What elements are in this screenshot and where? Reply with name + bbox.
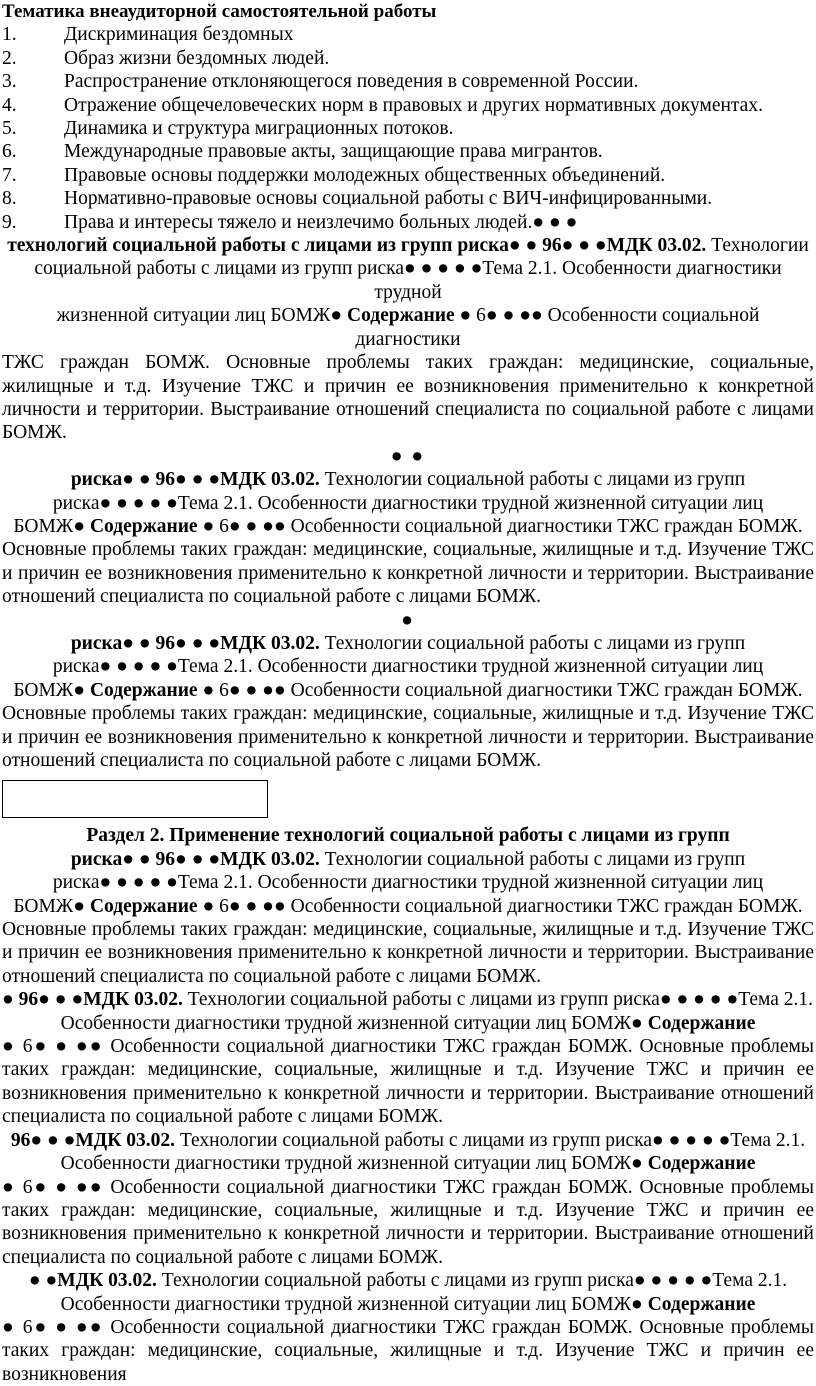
content-label: Содержание	[89, 515, 198, 537]
block-heading-bold: ● 96● ● ●МДК 03.02.	[2, 989, 183, 1011]
block-line-text: ● 6● ● ●● Особенности социальной диагностики	[355, 305, 760, 350]
block-heading-bold: 96● ● ●МДК 03.02.	[10, 1129, 175, 1151]
block-heading-text: Технологии социальной работы с лицами из групп риска● ● ● ● ●Тема 2.1.	[182, 989, 814, 1011]
list-item	[2, 94, 814, 117]
content-label: Содержание	[346, 305, 455, 327]
list-item	[2, 23, 814, 46]
block-line	[2, 679, 814, 702]
block-heading-bold: риска● ● 96● ● ●МДК 03.02.	[70, 469, 320, 491]
list-item	[2, 70, 814, 93]
list-item-number: 6.	[2, 141, 17, 163]
block-paragraph: ● 6● ● ●● Особенности социальной диагностики ТЖС граждан БОМЖ. Основные проблемы таких граждан: медицинские, социальные, жилищные и т.д. Изучение ТЖС и причин ее возникновения	[2, 1316, 814, 1385]
list-item	[2, 140, 814, 163]
list-item-text: Динамика и структура миграционных потоков.	[64, 118, 454, 140]
block-heading-line	[2, 234, 814, 257]
page-title: Тематика внеаудиторной самостоятельной работы	[2, 1, 437, 22]
block-line-text: ● 6● ● ●● Особенности социальной диагностики ТЖС граждан БОМЖ.	[197, 679, 803, 701]
content-label: Содержание	[647, 1293, 756, 1315]
block-heading-text: Технологии	[706, 235, 809, 257]
block-heading-line	[2, 988, 814, 1011]
content-label: Содержание	[89, 895, 198, 917]
list-item	[2, 211, 814, 234]
list-item-number: 7.	[2, 164, 17, 186]
bullet-separator: ●	[401, 609, 415, 631]
list-item-number: 3.	[2, 71, 17, 93]
block-heading-text: Технологии социальной работы с лицами из групп	[319, 469, 746, 491]
block-line	[2, 895, 814, 918]
list-item-text: Права и интересы тяжело и неизлечимо больных людей.● ● ●	[64, 211, 578, 233]
block-line	[2, 1012, 814, 1035]
block-heading-bold: риска● ● 96● ● ●МДК 03.02.	[70, 632, 320, 654]
content-block	[2, 468, 814, 608]
block-line-text: Особенности диагностики трудной жизненной ситуации лиц БОМЖ●	[60, 1153, 648, 1175]
block-paragraph: ● 6● ● ●● Особенности социальной диагностики ТЖС граждан БОМЖ. Основные проблемы таких граждан: медицинские, социальные, жилищные и т.д. Изучение ТЖС и причин ее возникновения применительно к конкретной личности и территории. Выстраивание отношений специалиста по социальной работе с лицами БОМЖ.	[2, 1176, 814, 1268]
content-block	[2, 848, 814, 988]
block-paragraph: ТЖС граждан БОМЖ. Основные проблемы таких граждан: медицинские, социальные, жилищные и т.д. Изучение ТЖС и причин ее возникновения применительно к конкретной личности и территории. Выстраивание отношений специалиста по социальной работе с лицами БОМЖ.	[2, 352, 814, 444]
block-line-text: БОМЖ●	[13, 515, 90, 537]
block-heading-line	[2, 1129, 814, 1152]
block-line: риска● ● ● ● ●Тема 2.1. Особенности диагностики трудной жизненной ситуации лиц	[52, 656, 764, 678]
content-label: Содержание	[89, 679, 198, 701]
content-block	[2, 234, 814, 445]
block-line-text: Особенности диагностики трудной жизненной ситуации лиц БОМЖ●	[60, 1293, 648, 1315]
block-line-text: ● 6● ● ●● Особенности социальной диагностики ТЖС граждан БОМЖ.	[197, 515, 803, 537]
section-title	[2, 824, 814, 847]
block-paragraph: Основные проблемы таких граждан: медицинские, социальные, жилищные и т.д. Изучение ТЖС и причин ее возникновения применительно к конкретной личности и территории. Выстраивание отношений специалиста по социальной работе с лицами БОМЖ.	[2, 919, 814, 987]
block-line-text: БОМЖ●	[13, 895, 90, 917]
block-heading-line	[2, 632, 814, 655]
block-line	[2, 1293, 814, 1316]
block-paragraph: ● 6● ● ●● Особенности социальной диагностики ТЖС граждан БОМЖ. Основные проблемы таких граждан: медицинские, социальные, жилищные и т.д. Изучение ТЖС и причин ее возникновения применительно к конкретной личности и территории. Выстраивание отношений специалиста по социальной работе с лицами БОМЖ.	[2, 1036, 814, 1128]
block-line: риска● ● ● ● ●Тема 2.1. Особенности диагностики трудной жизненной ситуации лиц	[52, 492, 764, 514]
block-line	[2, 515, 814, 538]
list-item	[2, 187, 814, 210]
block-heading-text: Технологии социальной работы с лицами из групп	[319, 632, 746, 654]
list-item-text: Нормативно-правовые основы социальной работы с ВИЧ-инфицированными.	[64, 188, 713, 210]
list-item-number: 1.	[2, 24, 17, 46]
block-heading-bold: ● ●МДК 03.02.	[28, 1270, 157, 1292]
block-line-text: ● 6● ● ●● Особенности социальной диагностики ТЖС граждан БОМЖ.	[197, 895, 803, 917]
section-title-text: Раздел 2. Применение технологий социальной работы с лицами из групп	[86, 825, 730, 847]
content-block	[2, 1269, 814, 1386]
list-item-number: 2.	[2, 47, 17, 69]
list-item	[2, 47, 814, 70]
block-line-text: БОМЖ●	[13, 679, 90, 701]
list-item-text: Образ жизни бездомных людей.	[64, 47, 330, 69]
block-line: риска● ● ● ● ●Тема 2.1. Особенности диагностики трудной жизненной ситуации лиц	[52, 872, 764, 894]
block-paragraph: Основные проблемы таких граждан: медицинские, социальные, жилищные и т.д. Изучение ТЖС и причин ее возникновения применительно к конкретной личности и территории. Выстраивание отношений специалиста по социальной работе с лицами БОМЖ.	[2, 703, 814, 771]
list-item-text: Дискриминация бездомных	[64, 24, 294, 46]
block-line-text: жизненной ситуации лиц БОМЖ●	[56, 305, 347, 327]
list-item-text: Международные правовые акты, защищающие права мигрантов.	[64, 141, 603, 163]
list-item-number: 4.	[2, 94, 17, 116]
content-label: Содержание	[647, 1012, 756, 1034]
content-block	[2, 1129, 814, 1269]
topic-list	[2, 23, 814, 234]
content-block	[2, 988, 814, 1128]
content-block	[2, 632, 814, 772]
content-label: Содержание	[647, 1153, 756, 1175]
list-item-text: Распространение отклоняющегося поведения в современной России.	[64, 71, 639, 93]
list-item-number: 5.	[2, 118, 17, 140]
block-heading-bold: технологий социальной работы с лицами из групп риска● ● 96● ● ●МДК 03.02.	[7, 235, 707, 257]
block-line: социальной работы с лицами из групп риска● ● ● ● ●Тема 2.1. Особенности диагностики трудной	[34, 258, 782, 303]
list-item-text: Отражение общечеловеческих норм в правовых и других нормативных документах.	[64, 94, 763, 116]
block-heading-text: Технологии социальной работы с лицами из групп риска● ● ● ● ●Тема 2.1.	[156, 1270, 788, 1292]
block-heading-bold: риска● ● 96● ● ●МДК 03.02.	[70, 848, 320, 870]
empty-frame	[2, 780, 268, 818]
block-line	[2, 304, 814, 351]
block-line-text: Особенности диагностики трудной жизненной ситуации лиц БОМЖ●	[60, 1012, 648, 1034]
block-heading-text: Технологии социальной работы с лицами из групп	[319, 848, 746, 870]
list-item	[2, 117, 814, 140]
block-heading-line	[2, 1269, 814, 1292]
list-item-text: Правовые основы поддержки молодежных общественных объединений.	[64, 164, 666, 186]
list-item	[2, 164, 814, 187]
block-heading-line	[2, 848, 814, 871]
list-item-number: 8.	[2, 188, 17, 210]
bullet-separator: ● ●	[390, 445, 426, 467]
block-paragraph: Основные проблемы таких граждан: медицинские, социальные, жилищные и т.д. Изучение ТЖС и причин ее возникновения применительно к конкретной личности и территории. Выстраивание отношений специалиста по социальной работе с лицами БОМЖ.	[2, 539, 814, 608]
block-heading-text: Технологии социальной работы с лицами из групп риска● ● ● ● ●Тема 2.1.	[174, 1129, 806, 1151]
block-heading-line	[2, 468, 814, 491]
list-item-number: 9.	[2, 211, 17, 233]
block-line	[2, 1152, 814, 1175]
